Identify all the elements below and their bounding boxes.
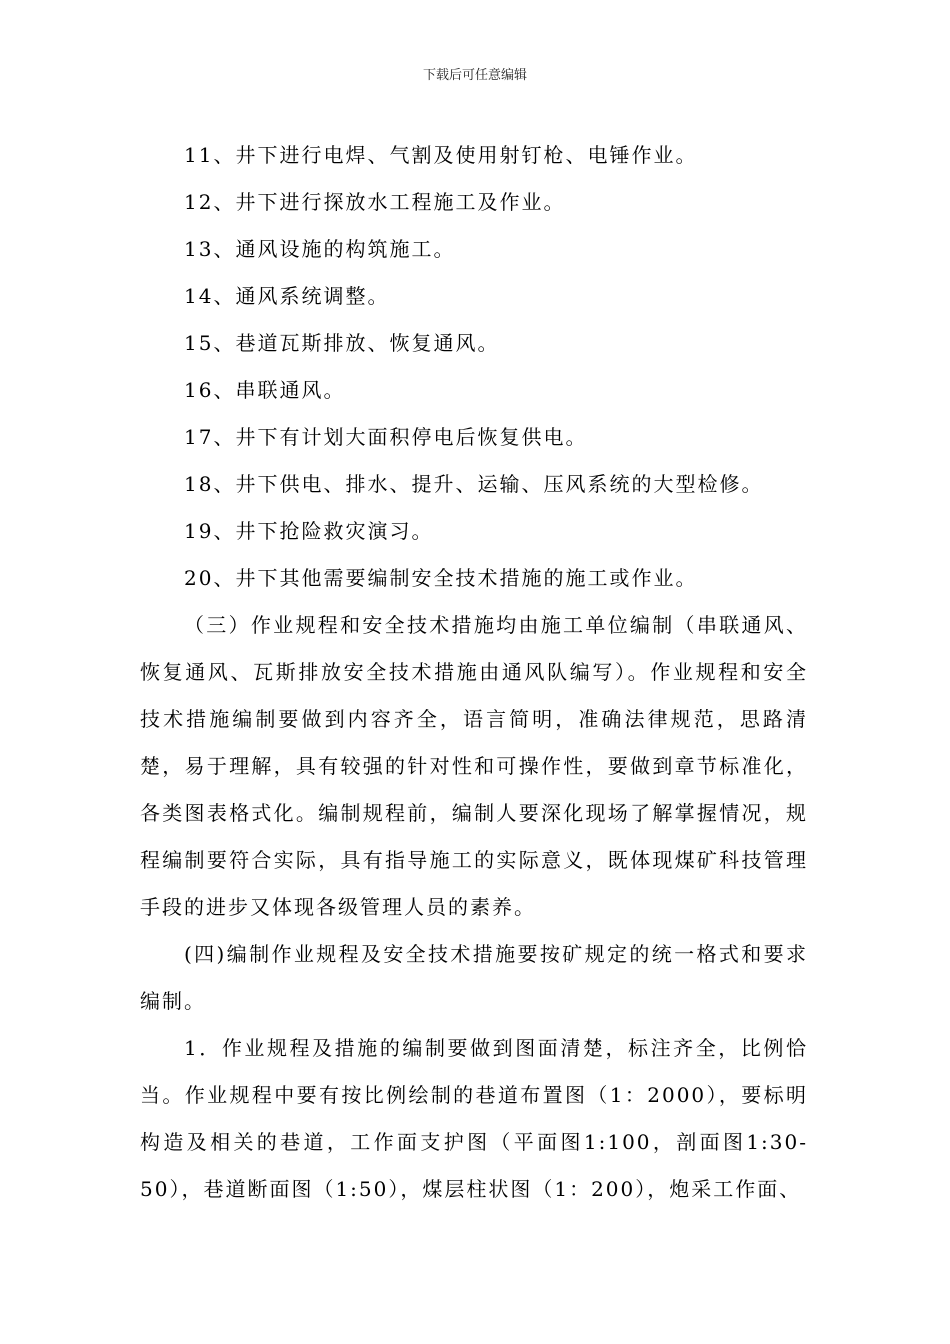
paragraph-section-4: (四)编制作业规程及安全技术措施要按矿规定的统一格式和要求编制。	[140, 942, 808, 1013]
list-item-14: 14、通风系统调整。	[184, 284, 390, 308]
list-item-12: 12、井下进行探放水工程施工及作业。	[184, 190, 566, 214]
list-item-11: 11、井下进行电焊、气割及使用射钉枪、电锤作业。	[184, 143, 698, 167]
list-item-19: 19、井下抢险救灾演习。	[184, 519, 434, 543]
page-header: 下载后可任意编辑	[422, 68, 527, 83]
list-item-13: 13、通风设施的构筑施工。	[184, 237, 456, 261]
list-item-20: 20、井下其他需要编制安全技术措施的施工或作业。	[184, 566, 698, 590]
document-body	[140, 132, 808, 1213]
list-item-15: 15、巷道瓦斯排放、恢复通风。	[184, 331, 500, 355]
list-item-17: 17、井下有计划大面积停电后恢复供电。	[184, 425, 588, 449]
paragraph-section-3: （三）作业规程和安全技术措施均由施工单位编制（串联通风、恢复通风、瓦斯排放安全技术措施由通风队编写）。作业规程和安全技术措施编制要做到内容齐全，语言简明，准确法律规范，思路清楚，易于理解，具有较强的针对性和可操作性，要做到章节标准化，各类图表格式化。编制规程前，编制人要深化现场了解掌握情况，规程编制要符合实际，具有指导施工的实际意义，既体现煤矿科技管理手段的进步又体现各级管理人员的素养。	[140, 613, 808, 919]
paragraph-point-1: 1．作业规程及措施的编制要做到图面清楚，标注齐全，比例恰当。作业规程中要有按比例绘制的巷道布置图（1：2000），要标明构造及相关的巷道，工作面支护图（平面图1:100，剖面图1:30-50），巷道断面图（1:50），煤层柱状图（1：200），炮采工作面、	[140, 1036, 808, 1201]
list-item-18: 18、井下供电、排水、提升、运输、压风系统的大型检修。	[184, 472, 764, 496]
list-item-16: 16、串联通风。	[184, 378, 346, 402]
